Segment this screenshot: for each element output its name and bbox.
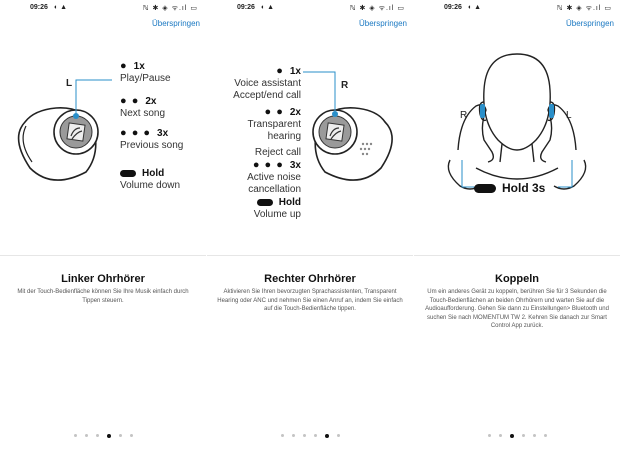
- page-dot[interactable]: [281, 434, 284, 437]
- screen-left-earbud: [0, 0, 206, 455]
- skip-button[interactable]: Überspringen: [151, 19, 200, 28]
- page-dot[interactable]: [303, 434, 306, 437]
- side-label-r: R: [460, 110, 468, 121]
- command-action: Accept/end call: [233, 90, 301, 101]
- tap-dots: ●: [120, 60, 128, 72]
- command-action: Reject call: [254, 147, 301, 158]
- status-bar: [215, 4, 405, 14]
- page-dot[interactable]: [544, 434, 547, 437]
- command-action: Volume up: [253, 209, 301, 220]
- command-action: Transparent: [247, 119, 301, 130]
- page-dot[interactable]: [522, 434, 525, 437]
- page-dot[interactable]: [130, 434, 133, 437]
- tap-count: 3x: [289, 160, 301, 171]
- hold-label: Hold 3s: [502, 181, 546, 195]
- divider: [207, 255, 413, 256]
- status-bar: [8, 4, 198, 14]
- command-2x: [247, 106, 301, 159]
- hold-3s-command: [474, 181, 545, 195]
- page-indicator: [0, 427, 206, 445]
- page-dot[interactable]: [96, 434, 99, 437]
- command-action: cancellation: [248, 184, 301, 195]
- command-action: Active noise: [247, 172, 301, 183]
- command-hold: [254, 197, 301, 221]
- skip-button[interactable]: Überspringen: [358, 19, 407, 28]
- earbud-icon: [313, 108, 392, 180]
- status-bar: [422, 4, 612, 14]
- system-icons: ℕ ✱ ◈ ᯤ.ıl ▭: [142, 5, 198, 12]
- command-1x: [233, 65, 301, 102]
- tap-count: 2x: [145, 96, 157, 107]
- status-time: 09:26: [444, 4, 462, 11]
- hold-icon: [120, 170, 136, 177]
- head-icon: [476, 54, 558, 179]
- command-1x: [120, 60, 171, 85]
- hold-icon: [474, 184, 496, 193]
- page-dot[interactable]: [74, 434, 77, 437]
- tap-count: 1x: [133, 61, 145, 72]
- system-icons: ℕ ✱ ◈ ᯤ.ıl ▭: [349, 5, 405, 12]
- status-time: 09:26: [30, 4, 48, 11]
- tap-count: 2x: [289, 107, 301, 118]
- command-action: Volume down: [120, 180, 181, 191]
- command-hold: [120, 168, 180, 192]
- page-dot[interactable]: [533, 434, 536, 437]
- page-description: Um ein anderes Gerät zu koppeln, berühren Sie für 3 Sekunden die Touch-Bedienflächen an beiden Ohrhörern und warten Sie auf die Audioaufforderung. Gehen Sie dann zu Einstellungen> Bluetooth und suchen Sie nach MOMENTUM TW 2. Kehren Sie danach zur Smart Control App zurück.: [425, 289, 609, 329]
- pairing-illustration: [414, 40, 620, 240]
- command-3x: [120, 127, 183, 152]
- skip-button[interactable]: Überspringen: [565, 19, 614, 28]
- tap-dots: ● ●: [264, 106, 284, 118]
- page-description: Aktivieren Sie Ihren bevorzugten Sprachassistenten, Transparent Hearing oder ANC und nehmen Sie einen Anruf an, indem Sie einfach auf die Touch-Bedienfläche tippen.: [217, 289, 403, 312]
- command-action: Previous song: [120, 140, 184, 151]
- hold-label: Hold: [278, 197, 301, 208]
- page-dot[interactable]: [488, 434, 491, 437]
- tap-dots: ●: [276, 65, 284, 77]
- tap-dots: ● ● ●: [252, 159, 284, 171]
- side-label-l: L: [566, 110, 572, 121]
- tap-count: 1x: [289, 66, 301, 77]
- page-indicator: [414, 427, 620, 445]
- page-title: Rechter Ohrhörer: [264, 273, 356, 285]
- notification-icons: ◐ ▲: [261, 4, 275, 11]
- page-title: Koppeln: [495, 273, 539, 285]
- page-description: Mit der Touch-Bedienfläche können Sie Ihre Musik einfach durch Tippen steuern.: [17, 289, 189, 304]
- command-action: hearing: [267, 131, 301, 142]
- page-dot[interactable]: [292, 434, 295, 437]
- command-action: Play/Pause: [120, 73, 171, 84]
- hold-icon: [257, 199, 273, 206]
- page-dot[interactable]: [337, 434, 340, 437]
- status-time: 09:26: [237, 4, 255, 11]
- earbud-icon: [19, 108, 98, 180]
- page-title: Linker Ohrhörer: [61, 273, 145, 285]
- page-dot[interactable]: [85, 434, 88, 437]
- page-indicator: [207, 427, 413, 445]
- command-action: Next song: [120, 108, 166, 119]
- page-dot[interactable]: [314, 434, 317, 437]
- notification-icons: ◐ ▲: [54, 4, 68, 11]
- command-2x: [120, 95, 165, 120]
- notification-icons: ◐ ▲: [468, 4, 482, 11]
- page-dot[interactable]: [325, 434, 329, 438]
- side-label: R: [341, 80, 349, 91]
- page-dot[interactable]: [499, 434, 502, 437]
- command-3x: [247, 159, 301, 196]
- divider: [414, 255, 620, 256]
- system-icons: ℕ ✱ ◈ ᯤ.ıl ▭: [556, 5, 612, 12]
- side-label: L: [66, 78, 73, 89]
- tap-dots: ● ●: [120, 95, 140, 107]
- divider: [0, 255, 206, 256]
- page-dot[interactable]: [119, 434, 122, 437]
- page-dot[interactable]: [510, 434, 514, 438]
- hold-label: Hold: [142, 168, 165, 179]
- tap-dots: ● ● ●: [120, 127, 152, 139]
- command-action: Voice assistant: [234, 78, 301, 89]
- tap-count: 3x: [157, 128, 169, 139]
- page-dot[interactable]: [107, 434, 111, 438]
- screen-right-earbud: [207, 0, 413, 455]
- screen-pairing: [414, 0, 620, 455]
